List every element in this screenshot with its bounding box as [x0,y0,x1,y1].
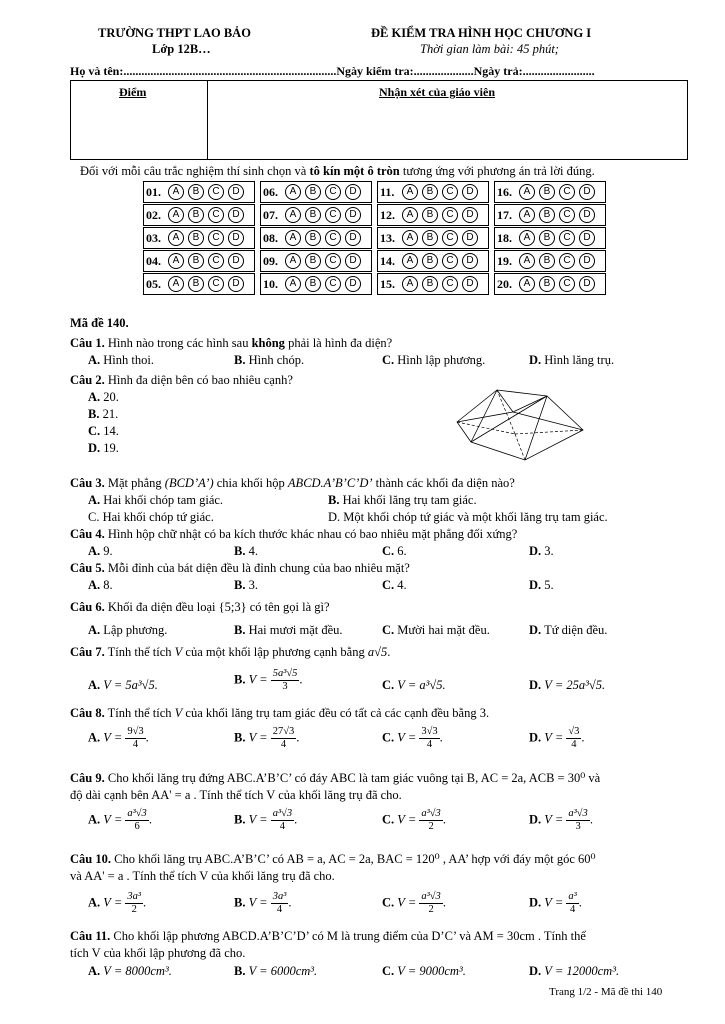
answer-bubble[interactable]: A [402,253,418,269]
q4-option-a[interactable]: A. 9. [88,544,113,558]
answer-bubble[interactable]: D [579,207,595,223]
answer-number: 20. [497,276,512,291]
answer-bubble[interactable]: C [208,207,224,223]
answer-bubble[interactable]: D [579,230,595,246]
answer-bubble[interactable]: A [519,253,535,269]
answer-row [260,181,372,203]
q8-option-b[interactable]: B. V = $\frac{27√3}{4}$ . [234,726,300,750]
answer-bubble[interactable]: C [559,276,575,292]
answer-bubble[interactable]: D [345,230,361,246]
answer-bubble[interactable]: A [519,230,535,246]
q4-option-d[interactable]: D. 3. [529,544,554,558]
answer-number: 18. [497,230,512,245]
answer-bubble[interactable]: D [345,253,361,269]
answer-bubble[interactable]: C [208,253,224,269]
answer-row [494,250,606,272]
answer-bubble[interactable]: A [402,207,418,223]
answer-number: 02. [146,207,161,222]
answer-bubble[interactable]: B [305,230,321,246]
answer-bubble[interactable]: D [462,276,478,292]
question-11: Câu 11. Cho khối lập phương ABCD.A’B’C’D’ có M là trung điểm của D’C’ và AM = 30cm . Tính thể [70,929,586,943]
q10-option-b[interactable]: B. V = $\frac{\text{3a³}}{4}$ . [234,891,292,915]
answer-bubble[interactable]: D [228,253,244,269]
answer-number: 19. [497,253,512,268]
answer-row [377,250,489,272]
answer-bubble[interactable]: B [539,253,555,269]
answer-bubble[interactable]: C [442,207,458,223]
answer-row [260,227,372,249]
answer-bubble[interactable]: A [168,230,184,246]
q10-option-c[interactable]: C. V = $\frac{\text{a³√3}}{2}$ . [382,891,446,915]
q4-option-c[interactable]: C. 6. [382,544,407,558]
answer-row [260,250,372,272]
answer-row [494,273,606,295]
answer-bubble[interactable]: A [285,184,301,200]
question-10: Câu 10. Cho khối lăng trụ ABC.A’B’C’ có AB = a, AC = 2a, BAC = 120⁰ , AA’ hợp với đáy một góc 60⁰ [70,852,596,866]
answer-bubble[interactable]: C [442,253,458,269]
teacher-comment-label: Nhận xét của giáo viên [379,85,496,99]
answer-bubble[interactable]: B [305,207,321,223]
answer-bubble[interactable]: C [325,184,341,200]
q4-option-b[interactable]: B. 4. [234,544,258,558]
q9-option-a[interactable]: A. V = $\frac{\text{a³√3}}{6}$ . [88,808,152,832]
question-9-line-2: độ dài cạnh bên AA' = a . Tính thể tích V của khối lăng trụ đã cho. [70,788,402,802]
question-3: Câu 3. Mặt phẳng (BCD’A’) chia khối hộp ABCD.A’B’C’D’ thành các khối đa diện nào? [70,476,515,490]
answer-number: 07. [263,207,278,222]
school-name: TRƯỜNG THPT LAO BẢO [98,26,251,40]
q5-option-d[interactable]: D. 5. [529,578,554,592]
answer-bubble[interactable]: C [325,276,341,292]
exam-code: Mã đề 140. [70,316,129,330]
answer-bubble[interactable]: C [559,207,575,223]
answer-bubble[interactable]: A [168,184,184,200]
q8-option-c[interactable]: C. V = $\frac{3√3}{4}$ . [382,726,443,750]
q2-option-b[interactable]: B. 21. [88,407,119,421]
answer-number: 09. [263,253,278,268]
answer-number: 13. [380,230,395,245]
q1-option-d[interactable]: D. Hình lăng trụ. [529,353,615,367]
answer-number: 04. [146,253,161,268]
answer-bubble[interactable]: D [228,230,244,246]
answer-bubble[interactable]: C [442,230,458,246]
answer-row [260,204,372,226]
q6-option-a[interactable]: A. Lập phương. [88,623,168,637]
answer-bubble[interactable]: C [325,230,341,246]
answer-number: 12. [380,207,395,222]
answer-bubble[interactable]: B [539,207,555,223]
q2-option-c[interactable]: C. 14. [88,424,119,438]
question-11-line-2: tích V của khối lập phương đã cho. [70,946,246,960]
q10-option-a[interactable]: A. V = $\frac{\text{3a³}}{2}$ . [88,891,147,915]
answer-row [494,204,606,226]
answer-number: 14. [380,253,395,268]
answer-bubble[interactable]: D [345,207,361,223]
answer-bubble[interactable]: A [402,184,418,200]
answer-bubble[interactable]: A [519,276,535,292]
q6-option-d[interactable]: D. Tứ diện đều. [529,623,608,637]
q2-option-d[interactable]: D. 19. [88,441,119,455]
answer-bubble[interactable]: B [422,230,438,246]
q3-option-d[interactable]: D. Một khối chóp tứ giác và một khối lăng trụ tam giác. [328,510,608,524]
question-6: Câu 6. Khối đa diện đều loại {5;3} có tên gọi là gì? [70,600,330,614]
answer-bubble[interactable]: D [228,207,244,223]
question-7: Câu 7. Tính thể tích V của một khối lập phương cạnh bằng a√5. [70,645,391,659]
exam-title: ĐỀ KIỂM TRA HÌNH HỌC CHƯƠNG I [371,26,592,40]
q10-option-d[interactable]: D. V = $\frac{\text{a³}}{4}$ . [529,891,582,915]
question-5: Câu 5. Mỗi đỉnh của bát diện đều là đỉnh chung của bao nhiêu mặt? [70,561,410,575]
score-box [70,80,688,160]
answer-bubble[interactable]: C [208,184,224,200]
answer-bubble[interactable]: B [188,253,204,269]
answer-row [494,181,606,203]
q5-option-b[interactable]: B. 3. [234,578,258,592]
answer-bubble[interactable]: B [539,276,555,292]
answer-bubble[interactable]: D [462,230,478,246]
answer-bubble[interactable]: D [228,184,244,200]
answer-bubble[interactable]: A [285,230,301,246]
q11-option-c[interactable]: C. V = 9000cm³. [382,964,466,978]
q3-option-b[interactable]: B. Hai khối lăng trụ tam giác. [328,493,477,507]
q8-option-d[interactable]: D. V = $\frac{√3}{4}$ . [529,726,585,750]
q7-option-d[interactable]: D. V = 25a³√5. [529,678,606,692]
question-10-line-2: và AA' = a . Tính thể tích V của khối lăng trụ đã cho. [70,869,335,883]
answer-number: 10. [263,276,278,291]
answer-bubble[interactable]: A [285,253,301,269]
answer-number: 01. [146,184,161,199]
answer-bubble[interactable]: A [285,207,301,223]
answer-bubble[interactable]: D [345,184,361,200]
answer-bubble[interactable]: A [285,276,301,292]
answer-bubble[interactable]: A [402,230,418,246]
q9-option-d[interactable]: D. V = $\frac{\text{a³√3}}{3}$ . [529,808,593,832]
q11-option-a[interactable]: A. V = 8000cm³. [88,964,172,978]
answer-bubble[interactable]: A [402,276,418,292]
answer-bubble[interactable]: D [579,184,595,200]
answer-bubble[interactable]: C [559,230,575,246]
answer-bubble[interactable]: A [168,276,184,292]
answer-bubble[interactable]: B [422,207,438,223]
answer-bubble[interactable]: B [539,230,555,246]
answer-bubble[interactable]: A [168,253,184,269]
answer-bubble[interactable]: D [579,276,595,292]
answer-bubble[interactable]: B [422,184,438,200]
answer-bubble[interactable]: B [305,253,321,269]
answer-number: 15. [380,276,395,291]
answer-row [143,250,255,272]
page-footer: Trang 1/2 - Mã đề thi 140 [549,986,663,998]
answer-bubble[interactable]: B [305,184,321,200]
answer-number: 05. [146,276,161,291]
q7-option-c[interactable]: C. V = a³√5. [382,678,446,692]
answer-row [143,181,255,203]
answer-row [377,181,489,203]
answer-bubble[interactable]: D [228,276,244,292]
q11-option-d[interactable]: D. V = 12000cm³. [529,964,620,978]
q1-option-a[interactable]: A. Hình thoi. [88,353,154,367]
q1-option-c[interactable]: C. Hình lập phương. [382,353,486,367]
answer-bubble[interactable]: C [559,253,575,269]
question-4: Câu 4. Hình hộp chữ nhật có ba kích thước khác nhau có bao nhiêu mặt phẳng đối xứng? [70,527,518,541]
answer-row [143,227,255,249]
answer-bubble[interactable]: A [168,207,184,223]
answer-bubble[interactable]: B [188,230,204,246]
answer-row [143,204,255,226]
answer-row [377,204,489,226]
q1-option-b[interactable]: B. Hình chóp. [234,353,305,367]
answer-bubble[interactable]: B [305,276,321,292]
answer-bubble[interactable]: D [462,207,478,223]
answer-bubble[interactable]: C [208,276,224,292]
answer-bubble[interactable]: C [325,253,341,269]
q6-option-c[interactable]: C. Mười hai mặt đều. [382,623,490,637]
answer-bubble[interactable]: B [188,184,204,200]
answer-number: 17. [497,207,512,222]
answer-number: 11. [380,184,395,199]
answer-bubble[interactable]: B [539,184,555,200]
q5-option-a[interactable]: A. 8. [88,578,113,592]
question-8: Câu 8. Tính thể tích V của khối lăng trụ tam giác đều có tất cả các cạnh đều bằng 3. [70,706,490,720]
q2-option-a[interactable]: A. 20. [88,390,119,404]
question-9: Câu 9. Cho khối lăng trụ đứng ABC.A’B’C’ có đáy ABC là tam giác vuông tại B, AC = 2a, ACB = 30⁰ và [70,771,601,785]
answer-row [377,227,489,249]
q3-option-c[interactable]: C. Hai khối chóp tứ giác. [88,510,214,524]
answer-bubble[interactable]: C [325,207,341,223]
answer-number: 06. [263,184,278,199]
question-2: Câu 2. Hình đa diện bên có bao nhiêu cạnh? [70,373,293,387]
answer-bubble[interactable]: C [208,230,224,246]
student-info-line: Họ và tên:.......................................................................Ngày kiểm tra:....................Ngày trả:........................ [70,64,595,78]
answer-row [377,273,489,295]
polyhedron-figure [455,384,595,466]
q8-option-a[interactable]: A. V = $\frac{9√3}{4}$ . [88,726,149,750]
question-1: Câu 1. Hình nào trong các hình sau không phải là hình đa diện? [70,336,393,350]
answer-bubble[interactable]: B [422,253,438,269]
answer-number: 03. [146,230,161,245]
answer-bubble[interactable]: D [462,184,478,200]
q7-option-a[interactable]: A. V = 5a³√5. [88,678,158,692]
answer-bubble[interactable]: C [442,184,458,200]
answer-bubble[interactable]: C [442,276,458,292]
answer-bubble[interactable]: A [519,184,535,200]
q3-option-a[interactable]: A. Hai khối chóp tam giác. [88,493,224,507]
answer-bubble[interactable]: B [188,207,204,223]
answer-bubble[interactable]: D [579,253,595,269]
answer-bubble[interactable]: C [559,184,575,200]
q9-option-b[interactable]: B. V = $\frac{\text{a³√3}}{4}$ . [234,808,298,832]
exam-time: Thời gian làm bài: 45 phút; [420,42,559,56]
q7-option-b[interactable]: B. V = $\frac{\text{5a³√5}}{3}$ . [234,668,303,692]
answer-bubble[interactable]: B [188,276,204,292]
instruction-text: Đối với mỗi câu trắc nghiệm thí sinh chọn và tô kín một ô tròn tương ứng với phương án trả lời đúng. [80,164,595,178]
answer-bubble[interactable]: B [422,276,438,292]
q9-option-c[interactable]: C. V = $\frac{\text{a³√3}}{2}$ . [382,808,446,832]
q5-option-c[interactable]: C. 4. [382,578,407,592]
q6-option-b[interactable]: B. Hai mươi mặt đều. [234,623,343,637]
q11-option-b[interactable]: B. V = 6000cm³. [234,964,318,978]
answer-bubble[interactable]: A [519,207,535,223]
score-label: Điểm [119,85,147,99]
answer-bubble[interactable]: D [345,276,361,292]
answer-row [494,227,606,249]
answer-row [260,273,372,295]
answer-number: 08. [263,230,278,245]
answer-row [143,273,255,295]
class-name: Lớp 12B… [152,42,211,56]
answer-bubble[interactable]: D [462,253,478,269]
answer-number: 16. [497,184,512,199]
